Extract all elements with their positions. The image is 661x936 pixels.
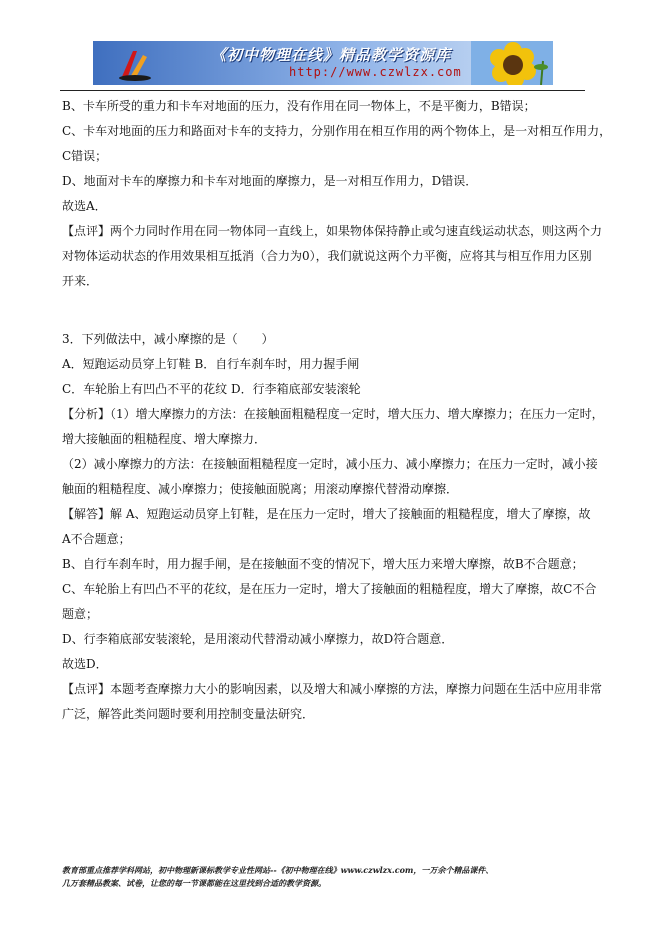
analysis-line: 【分析】（1）增大摩擦力的方法：在接触面粗糙程度一定时，增大压力、增大摩擦力；在压力一定时， bbox=[62, 407, 604, 421]
document-body bbox=[62, 94, 612, 727]
paragraph-gap bbox=[62, 294, 592, 327]
answer-line: 【解答】解 A、短跑运动员穿上钉鞋，是在压力一定时，增大了接触面的粗糙程度，增大了摩擦，故 bbox=[62, 507, 591, 521]
footer-line: 几万套精品教案、试卷，让您的每一节课都能在这里找到合适的教学资源。 bbox=[62, 878, 326, 888]
page-footer bbox=[62, 864, 602, 890]
text-line: B、卡车所受的重力和卡车对地面的压力，没有作用在同一物体上，不是平衡力，B错误； bbox=[62, 99, 536, 113]
sunflower-image-icon bbox=[471, 41, 553, 85]
banner-title: 《初中物理在线》精品教学资源库 bbox=[211, 46, 452, 64]
analysis-line: （2）减小摩擦力的方法：在接触面粗糙程度一定时，减小压力、减小摩擦力；在压力一定时，减小接 bbox=[62, 457, 598, 471]
text-line: 开来． bbox=[62, 274, 99, 288]
answer-line: 题意； bbox=[62, 607, 99, 621]
comment-line: 【点评】本题考查摩擦力大小的影响因素，以及增大和减小摩擦的方法，摩擦力问题在生活中应用非常 bbox=[62, 682, 603, 696]
site-logo-icon bbox=[115, 45, 155, 83]
option-line: A．短跑运动员穿上钉鞋 B．自行车刹车时，用力握手闸 bbox=[62, 357, 360, 371]
question-title: 3．下列做法中，减小摩擦的是（ ） bbox=[62, 332, 274, 346]
header-rule bbox=[60, 90, 585, 91]
comment-line: 广泛，解答此类问题时要利用控制变量法研究． bbox=[62, 707, 315, 721]
analysis-line: 增大接触面的粗糙程度、增大摩擦力． bbox=[62, 432, 267, 446]
banner-url: http://www.czwlzx.com bbox=[289, 65, 462, 79]
analysis-line: 触面的粗糙程度、减小摩擦力；使接触面脱离；用滚动摩擦代替滑动摩擦． bbox=[62, 482, 459, 496]
text-line: 故选A． bbox=[62, 199, 107, 213]
option-line: C．车轮胎上有凹凸不平的花纹 D．行李箱底部安装滚轮 bbox=[62, 382, 361, 396]
answer-line: 故选D． bbox=[62, 657, 108, 671]
answer-line: B、自行车刹车时，用力握手闸，是在接触面不变的情况下，增大压力来增大摩擦，故B不合题意； bbox=[62, 557, 584, 571]
text-line: C、卡车对地面的压力和路面对卡车的支持力，分别作用在相互作用的两个物体上，是一对相互作用力， bbox=[62, 124, 612, 138]
answer-line: A不合题意； bbox=[62, 532, 131, 546]
text-line: C错误； bbox=[62, 149, 108, 163]
header-banner bbox=[93, 41, 553, 85]
text-line: 对物体运动状态的作用效果相互抵消（合力为0），我们就说这两个力平衡，应将其与相互作用力区别 bbox=[62, 249, 592, 263]
footer-line: 教育部重点推荐学科网站，初中物理新课标教学专业性网站--《初中物理在线》www.czwlzx.com，一万余个精品课件、 bbox=[62, 865, 494, 875]
answer-line: C、车轮胎上有凹凸不平的花纹，是在压力一定时，增大了接触面的粗糙程度，增大了摩擦，故C不合 bbox=[62, 582, 597, 596]
answer-line: D、行李箱底部安装滚轮，是用滚动代替滑动减小摩擦力，故D符合题意． bbox=[62, 632, 454, 646]
text-line: D、地面对卡车的摩擦力和卡车对地面的摩擦力，是一对相互作用力，D错误． bbox=[62, 174, 478, 188]
text-line: 【点评】两个力同时作用在同一物体同一直线上，如果物体保持静止或匀速直线运动状态，则这两个力 bbox=[62, 224, 603, 238]
